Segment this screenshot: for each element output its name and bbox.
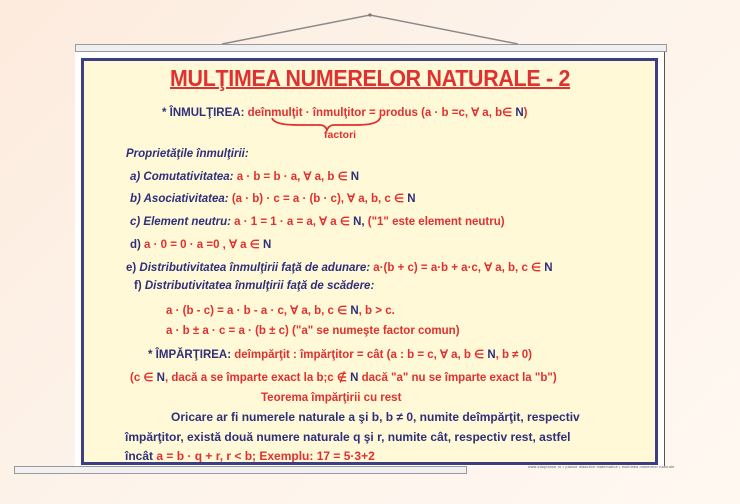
theorem-title: Teorema împărţirii cu rest [261,392,402,404]
division-definition: * ÎMPĂRŢIREA: deîmpărţit : împărţitor = cât (a : b = c, ∀ a, b ∈ N, b ≠ 0) [148,349,532,361]
property-neutral-element: c) Element neutru: a · 1 = 1 · a = a, ∀ a ∈ N, ("1" este element neutru) [130,216,505,228]
theorem-line-3: încât a = b · q + r, r < b; Exemplu: 17 = 5·3+2 [125,449,375,463]
division-label: ÎMPĂRŢIREA: [155,349,232,361]
property-commutativity: a) Comutativitatea: a · b = b · a, ∀ a, b ∈ N [130,171,360,183]
nail-icon [368,13,371,16]
common-factor-formula: a · b ± a · c = a · (b ± c) ("a" se numeşte factor comun) [166,325,460,337]
publisher-footnote: www.eduplanse.ro • planse didactice matematica • multimea numerelor naturale [528,465,675,469]
theorem-line-1: Oricare ar fi numerele naturale a şi b, b ≠ 0, numite deîmpărţit, respectiv [171,410,580,424]
bullet: * [162,107,170,119]
property-distributivity-addition: e) Distributivitatea înmulţirii faţă de adunare: a·(b + c) = a·b + a·c, ∀ a, b, c ∈ N [126,262,553,274]
poster-title: MULŢIMEA NUMERELOR NATURALE - 2 [170,65,571,91]
poster [81,58,658,465]
factors-label: factori [324,129,357,141]
properties-heading: Proprietăţile înmulţirii: [126,148,249,160]
set-n: N [515,107,524,119]
multiplication-formula: deînmulţit · înmulţitor = produs (a · b =c, ∀ a, b∈ [247,107,516,119]
multiplication-definition: * ÎNMULŢIREA: deînmulţit · înmulţitor = produs (a · b =c, ∀ a, b∈ N) [162,107,528,119]
theorem-line-2: împărţitor, există două numere naturale q şi r, numite cât, respectiv rest, astfel [125,430,571,444]
property-associativity: b) Asociativitatea: (a · b) · c = a · (b · c), ∀ a, b, c ∈ N [130,193,416,205]
top-rod [75,44,667,52]
division-note: (c ∈ N, dacă a se împarte exact la b;c ∉ N dacă "a" nu se împarte exact la "b") [130,372,557,384]
bottom-rod [14,466,467,474]
property-distributivity-subtraction: f) Distributivitatea înmulţirii faţă de scădere: [134,280,375,292]
multiplication-label: ÎNMULŢIREA: [169,107,245,119]
property-zero: d) a · 0 = 0 · a =0 , ∀ a ∈ N [130,239,272,251]
subtraction-distributivity-formula: a · (b - c) = a · b - a · c, ∀ a, b, c ∈ N, b > c. [166,305,395,317]
